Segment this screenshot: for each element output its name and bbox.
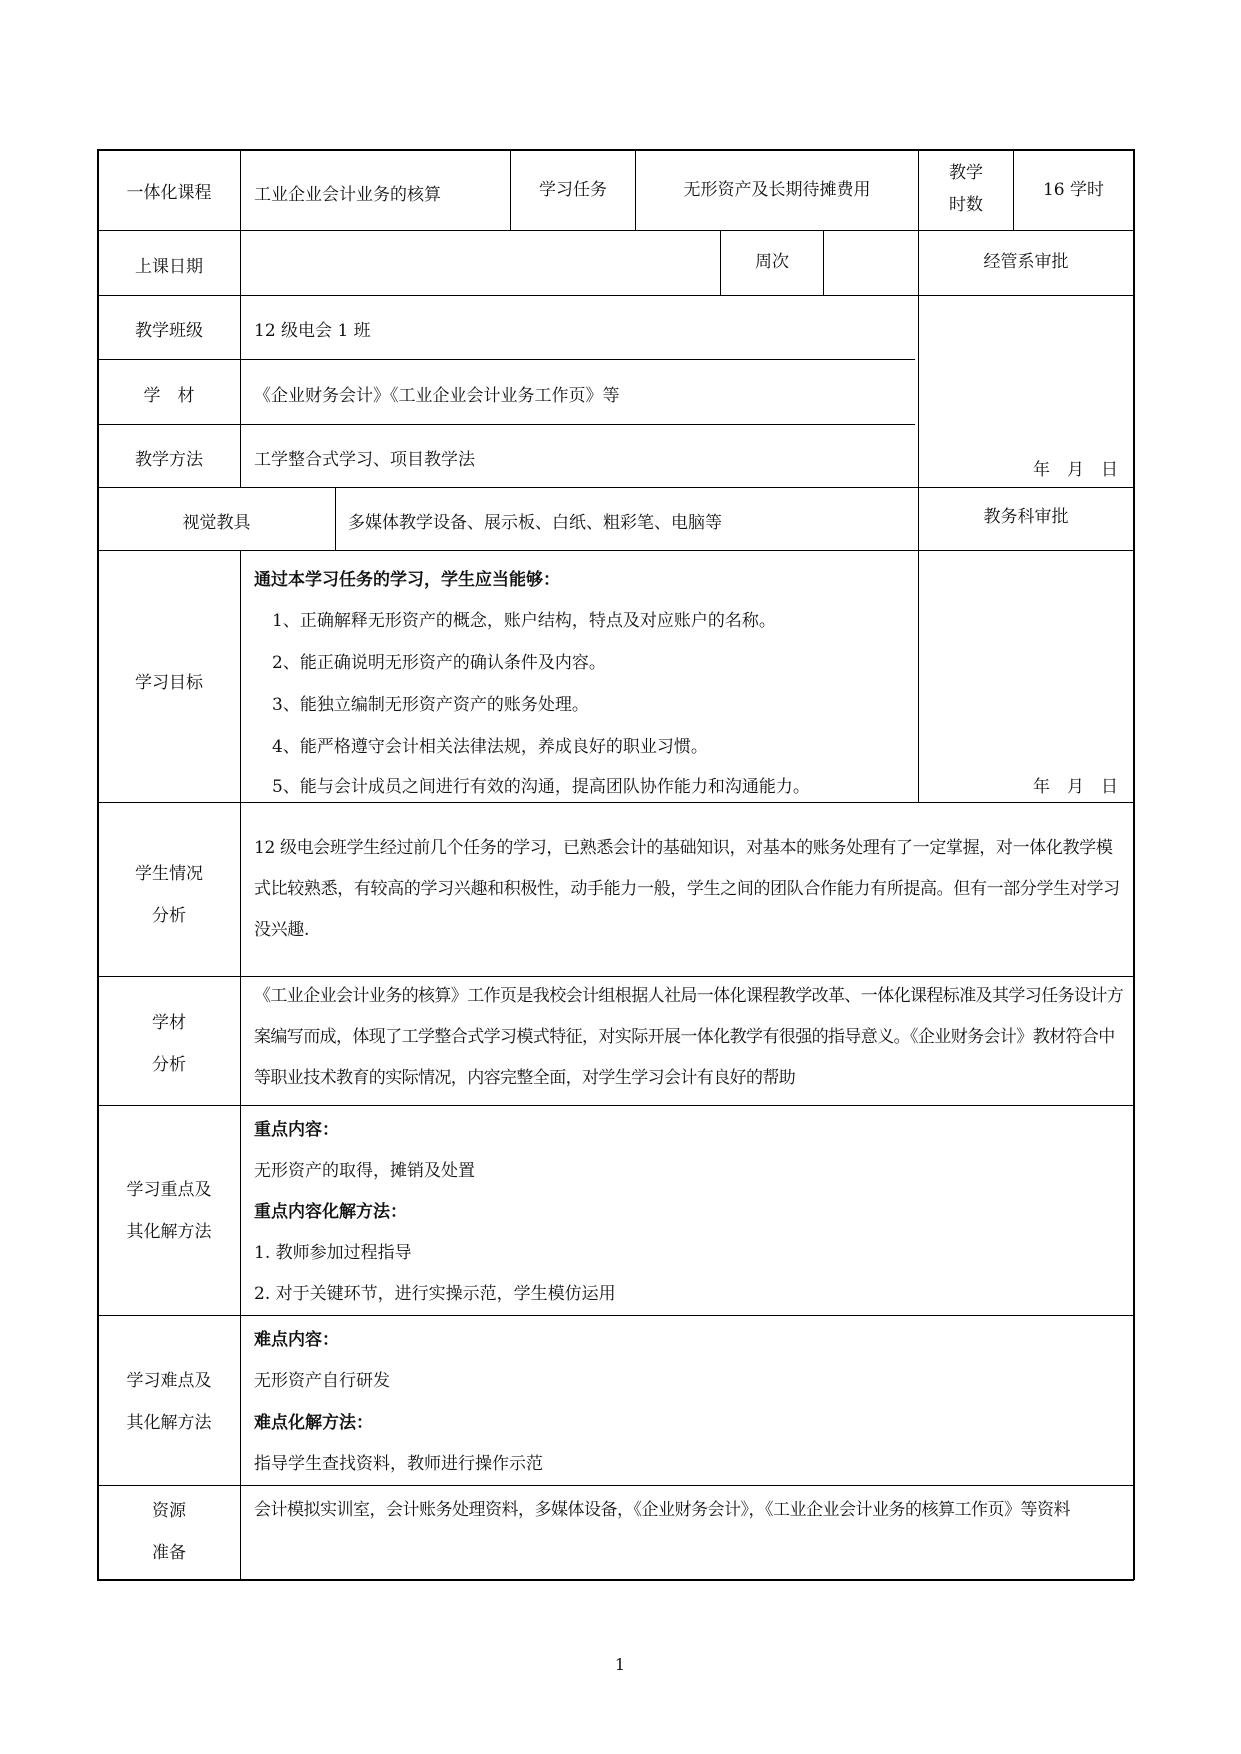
objective-item: 3、能独立编制无形资产资产的账务处理。 bbox=[272, 695, 589, 715]
material-analysis-text: 《工业企业会计业务的核算》工作页是我校会计组根据人社局一体化课程教学改革、一体化课程标准及其学习任务设计方案编写而成，体现了工学整合式学习模式特征，对实际开展一体化教学有很强的指导意义。《企业财务会计》教材符合中等职业技术教育的实际情况，内容完整全面，对学生学习会计有良好的帮助 bbox=[254, 986, 1124, 1088]
key-points-heading: 重点内容： bbox=[254, 1120, 339, 1140]
class-label: 教学班级 bbox=[135, 321, 203, 341]
aids-label: 视觉教具 bbox=[182, 513, 251, 533]
week-label: 周次 bbox=[755, 252, 789, 272]
task-value: 无形资产及长期待摊费用 bbox=[683, 180, 871, 200]
resources-label-line1: 资源 bbox=[152, 1501, 186, 1521]
objectives-label: 学习目标 bbox=[135, 673, 203, 693]
course-label: 一体化课程 bbox=[126, 183, 212, 203]
class-value: 12 级电会 1 班 bbox=[254, 321, 371, 341]
difficult-points-label-line1: 学习难点及 bbox=[126, 1371, 212, 1391]
difficult-points-method-heading: 难点化解方法： bbox=[254, 1413, 373, 1433]
course-value: 工业企业会计业务的核算 bbox=[254, 185, 441, 205]
material-analysis-label-line1: 学材 bbox=[152, 1013, 186, 1033]
material-value: 《企业财务会计》《工业企业会计业务工作页》等 bbox=[254, 386, 620, 406]
approval-date-sign: 年 月 日 bbox=[1033, 460, 1118, 480]
method-label: 教学方法 bbox=[135, 450, 203, 470]
objectives-date-sign: 年 月 日 bbox=[1033, 777, 1118, 797]
difficult-points-content: 无形资产自行研发 bbox=[254, 1371, 390, 1391]
student-analysis-text: 12 级电会班学生经过前几个任务的学习，已熟悉会计的基础知识，对基本的账务处理有了一定掌握，对一体化教学模式比较熟悉，有较高的学习兴趣和积极性，动手能力一般，学生之间的团队合作能力有所提高。但有一部分学生对学习没兴趣. bbox=[254, 838, 1120, 940]
student-analysis-label-line2: 分析 bbox=[152, 906, 186, 926]
page-number: 1 bbox=[614, 1655, 626, 1674]
difficult-points-heading: 难点内容： bbox=[254, 1330, 339, 1350]
resources-label-line2: 准备 bbox=[152, 1543, 186, 1563]
key-points-method: 2. 对于关键环节，进行实操示范，学生模仿运用 bbox=[254, 1284, 616, 1304]
difficult-points-method: 指导学生查找资料，教师进行操作示范 bbox=[254, 1454, 543, 1474]
key-points-method: 1. 教师参加过程指导 bbox=[254, 1243, 412, 1263]
hours-label-line1: 教学 bbox=[949, 163, 983, 183]
objective-item: 4、能严格遵守会计相关法律法规，养成良好的职业习惯。 bbox=[272, 737, 708, 757]
objective-item: 2、能正确说明无形资产的确认条件及内容。 bbox=[272, 653, 606, 673]
method-value: 工学整合式学习、项目教学法 bbox=[254, 450, 475, 470]
objective-item: 5、能与会计成员之间进行有效的沟通，提高团队协作能力和沟通能力。 bbox=[272, 777, 810, 797]
date-label: 上课日期 bbox=[135, 257, 203, 277]
objectives-intro: 通过本学习任务的学习，学生应当能够： bbox=[254, 570, 560, 590]
key-points-method-heading: 重点内容化解方法： bbox=[254, 1202, 407, 1222]
resources-text: 会计模拟实训室，会计账务处理资料，多媒体设备，《企业财务会计》，《工业企业会计业务的核算工作页》等资料 bbox=[254, 1500, 1070, 1520]
task-label: 学习任务 bbox=[539, 180, 607, 200]
aids-value: 多媒体教学设备、展示板、白纸、粗彩笔、电脑等 bbox=[348, 513, 722, 533]
student-analysis-label-line1: 学生情况 bbox=[135, 864, 203, 884]
material-analysis-label-line2: 分析 bbox=[152, 1055, 186, 1075]
material-label: 学 材 bbox=[143, 386, 195, 406]
hours-label-line2: 时数 bbox=[949, 195, 983, 215]
key-points-content: 无形资产的取得，摊销及处置 bbox=[254, 1161, 475, 1181]
key-points-label-line2: 其化解方法 bbox=[126, 1222, 212, 1242]
academic-approval-label: 教务科审批 bbox=[983, 507, 1069, 527]
hours-value: 16 学时 bbox=[1042, 180, 1105, 200]
objective-item: 1、正确解释无形资产的概念，账户结构，特点及对应账户的名称。 bbox=[272, 611, 776, 631]
difficult-points-label-line2: 其化解方法 bbox=[126, 1413, 212, 1433]
dept-approval-label: 经管系审批 bbox=[983, 252, 1069, 272]
key-points-label-line1: 学习重点及 bbox=[126, 1180, 212, 1200]
